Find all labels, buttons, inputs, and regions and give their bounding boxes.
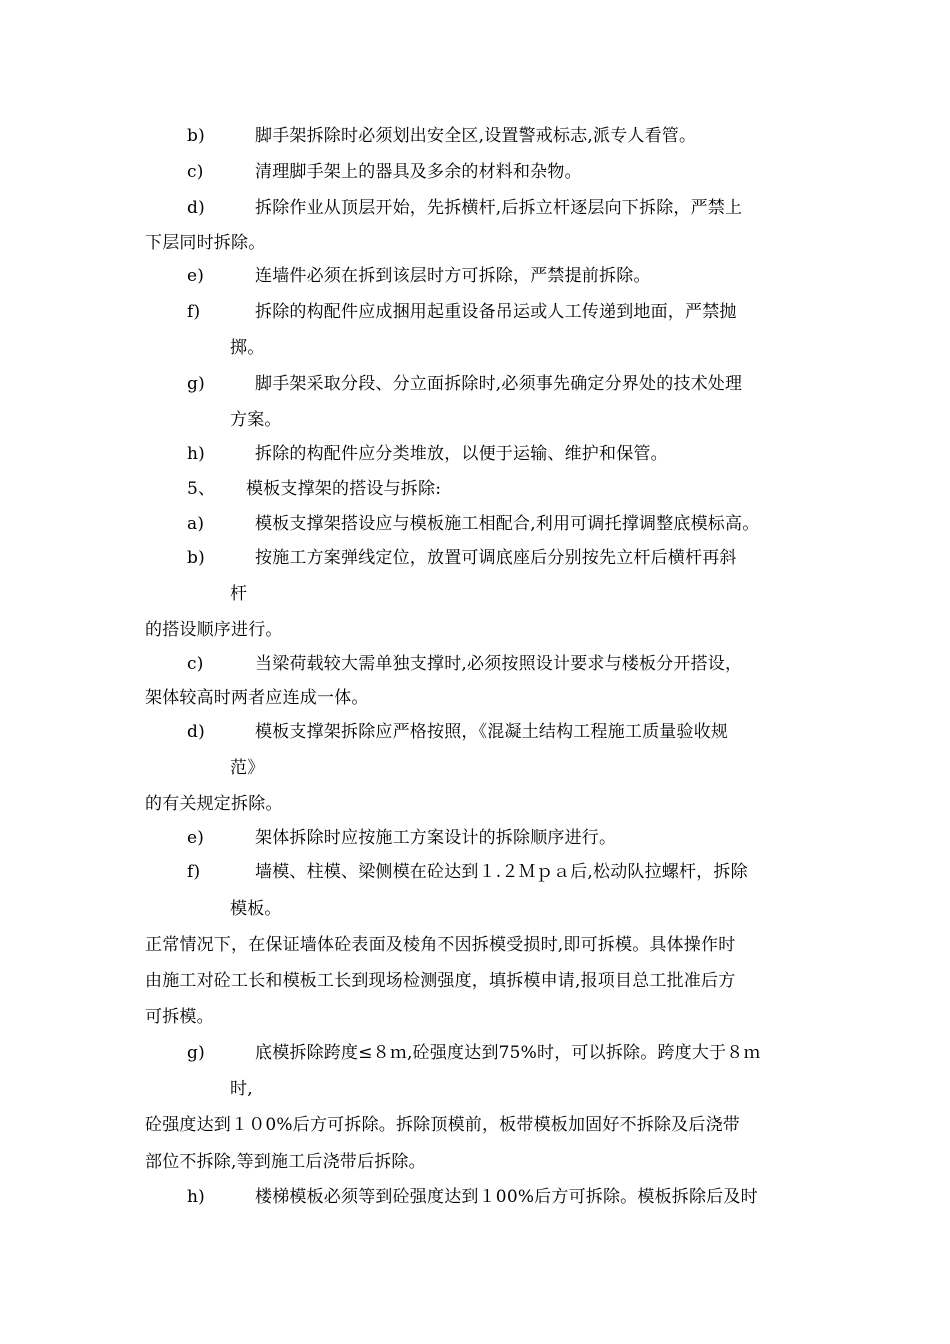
item-continuation: 的有关规定拆除。 [145, 794, 283, 814]
item-marker: b) [187, 126, 205, 146]
item-continuation: 的搭设顺序进行。 [145, 620, 283, 640]
item-text: 按施工方案弹线定位，放置可调底座后分别按先立杆后横杆再斜 [255, 548, 737, 568]
item-text: 模板支撑架搭设应与模板施工相配合,利用可调托撑调整底模标高。 [255, 514, 760, 534]
item-marker: h) [187, 1187, 205, 1207]
item-marker: a) [187, 514, 205, 534]
item-text: 脚手架采取分段、分立面拆除时,必须事先确定分界处的技术处理 [255, 374, 743, 394]
item-continuation: 方案。 [230, 410, 282, 430]
item-text: 模板支撑架拆除应严格按照，《混凝土结构工程施工质量验收规 [255, 722, 729, 742]
item-marker: d) [187, 198, 205, 218]
item-continuation: 下层同时拆除。 [145, 233, 266, 253]
item-text: 连墙件必须在拆到该层时方可拆除，严禁提前拆除。 [255, 266, 651, 286]
item-marker: h) [187, 444, 205, 464]
body-paragraph-line: 可拆模。 [145, 1007, 214, 1027]
body-paragraph-line: 部位不拆除,等到施工后浇带后拆除。 [145, 1152, 426, 1172]
item-marker: e) [187, 266, 205, 286]
item-marker: f) [187, 862, 201, 882]
body-paragraph-line: 砼强度达到１０0%后方可拆除。拆除顶模前，板带模板加固好不拆除及后浇带 [145, 1115, 740, 1135]
item-marker: f) [187, 302, 201, 322]
item-continuation: 时, [230, 1079, 253, 1099]
item-continuation: 范》 [230, 758, 265, 778]
item-continuation: 架体较高时两者应连成一体。 [145, 688, 369, 708]
item-marker: c) [187, 162, 204, 182]
item-text: 拆除的构配件应分类堆放，以便于运输、维护和保管。 [255, 444, 668, 464]
item-text: 脚手架拆除时必须划出安全区,设置警戒标志,派专人看管。 [255, 126, 697, 146]
item-marker: e) [187, 828, 205, 848]
section-heading: 模板支撑架的搭设与拆除: [246, 479, 442, 499]
item-continuation: 掷。 [230, 338, 265, 358]
item-text: 底模拆除跨度≤８ｍ,砼强度达到75%时，可以拆除。跨度大于８ｍ [255, 1043, 761, 1063]
item-text: 楼梯模板必须等到砼强度达到１00%后方可拆除。模板拆除后及时 [255, 1187, 758, 1207]
item-marker: g) [187, 374, 205, 394]
item-continuation: 杆 [230, 584, 248, 604]
item-continuation: 模板。 [230, 899, 282, 919]
item-text: 清理脚手架上的器具及多余的材料和杂物。 [255, 162, 582, 182]
section-number: 5、 [187, 479, 216, 499]
body-paragraph-line: 正常情况下，在保证墙体砼表面及棱角不因拆模受损时,即可拆模。具体操作时 [145, 935, 736, 955]
item-marker: d) [187, 722, 205, 742]
item-text: 拆除作业从顶层开始，先拆横杆,后拆立杆逐层向下拆除，严禁上 [255, 198, 743, 218]
item-marker: b) [187, 548, 205, 568]
item-text: 当梁荷载较大需单独支撑时,必须按照设计要求与楼板分开搭设， [255, 654, 743, 674]
item-text: 架体拆除时应按施工方案设计的拆除顺序进行。 [255, 828, 617, 848]
item-text: 墙模、柱模、梁侧模在砼达到１.２Ｍｐａ后,松动队拉螺杆，拆除 [255, 862, 748, 882]
item-marker: c) [187, 654, 204, 674]
body-paragraph-line: 由施工对砼工长和模板工长到现场检测强度，填拆模申请,报项目总工批准后方 [145, 971, 736, 991]
item-marker: g) [187, 1043, 205, 1063]
item-text: 拆除的构配件应成捆用起重设备吊运或人工传递到地面，严禁抛 [255, 302, 737, 322]
